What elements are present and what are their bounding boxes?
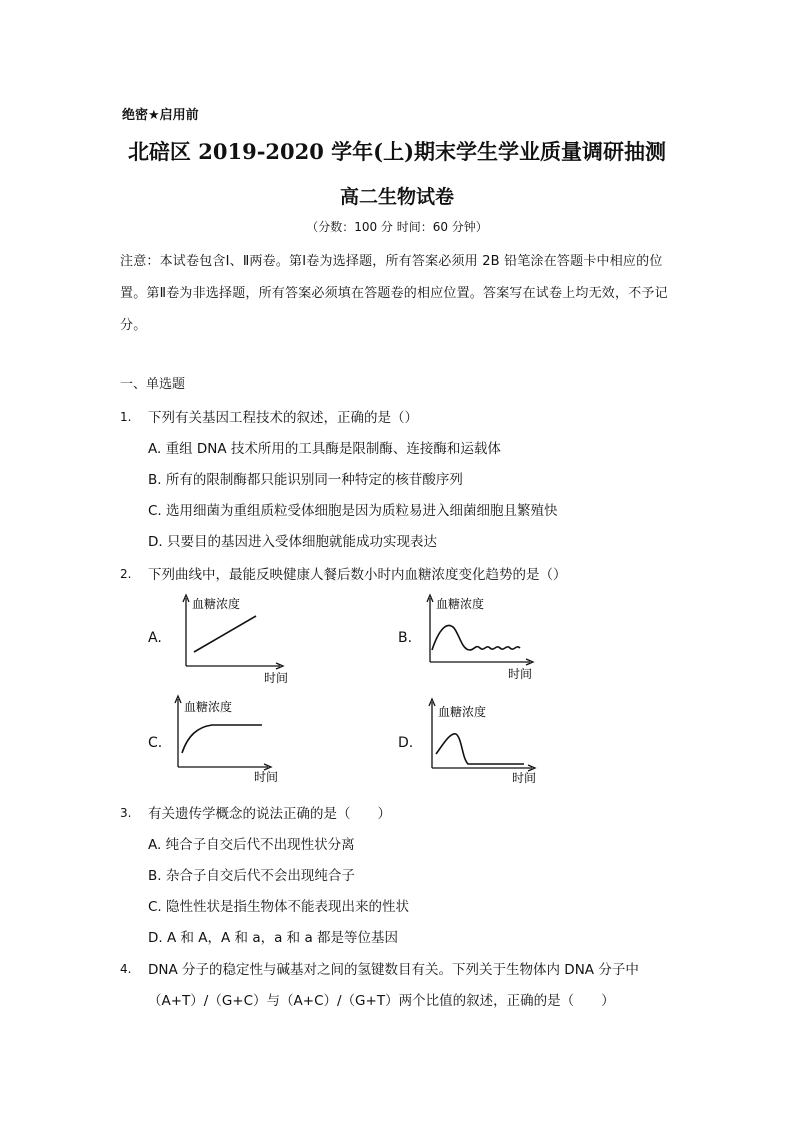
graph-b-x-label: 时间 xyxy=(508,667,533,681)
q3-option-b: B. 杂合子自交后代不会出现纯合子 xyxy=(148,868,355,884)
graph-d-y-label: 血糖浓度 xyxy=(438,705,487,719)
graph-c-x-label: 时间 xyxy=(254,770,278,784)
exam-subtitle: 高二生物试卷 xyxy=(339,186,454,208)
q2-number: 2. xyxy=(120,567,132,581)
q1-number: 1. xyxy=(120,410,132,424)
graph-b-y-label: 血糖浓度 xyxy=(436,597,485,611)
graph-b-label: B. xyxy=(398,630,413,646)
score-time-info: （分数：100 分 时间：60 分钟） xyxy=(306,220,488,234)
exam-notice: 注意：本试卷包含Ⅰ、Ⅱ两卷。第Ⅰ卷为选择题，所有答案必须用 2B 铅笔涂在答题卡中相应的位置。第Ⅱ卷为非选择题，所有答案必须填在答题卷的相应位置。答案写在试卷上均无效，不予记分。 xyxy=(120,254,668,333)
graph-d xyxy=(424,696,542,788)
confidential-label: 绝密★启用前 xyxy=(122,108,199,123)
q2-text: 下列曲线中，最能反映健康人餐后数小时内血糖浓度变化趋势的是（） xyxy=(148,567,567,583)
q1-option-b: B. 所有的限制酶都只能识别同一种特定的核苷酸序列 xyxy=(148,472,463,488)
graph-a-x-label: 时间 xyxy=(264,671,289,684)
graph-d-curve xyxy=(436,734,524,764)
q3-option-c: C. 隐性性状是指生物体不能表现出来的性状 xyxy=(148,899,410,915)
section-title: 一、单选题 xyxy=(120,377,186,392)
q1-option-d: D. 只要目的基因进入受体细胞就能成功实现表达 xyxy=(148,534,437,550)
graph-c-curve xyxy=(182,725,262,753)
q1-text: 下列有关基因工程技术的叙述，正确的是（） xyxy=(148,410,418,426)
graph-b xyxy=(422,592,540,684)
q4-number: 4. xyxy=(120,962,132,976)
exam-title: 北碚区 2019-2020 学年(上)期末学生学业质量调研抽测 xyxy=(127,139,667,164)
graph-b-curve xyxy=(432,625,520,650)
graph-a-curve xyxy=(194,616,256,652)
q1-option-c: C. 选用细菌为重组质粒受体细胞是因为质粒易进入细菌细胞且繁殖快 xyxy=(148,503,558,519)
q3-option-d: D. A 和 A，A 和 a，a 和 a 都是等位基因 xyxy=(148,930,399,946)
q4-text-line2: （A+T）/（G+C）与（A+C）/（G+T）两个比值的叙述，正确的是（ ） xyxy=(148,993,615,1009)
q3-number: 3. xyxy=(120,806,132,820)
q1-option-a: A. 重组 DNA 技术所用的工具酶是限制酶、连接酶和运载体 xyxy=(148,441,501,457)
q4-text-line1: DNA 分子的稳定性与碱基对之间的氢键数目有关。下列关于生物体内 DNA 分子中 xyxy=(148,962,639,978)
graph-c xyxy=(172,693,278,785)
graph-a xyxy=(180,592,290,684)
q3-text: 有关遗传学概念的说法正确的是（ ） xyxy=(148,806,391,822)
graph-c-y-label: 血糖浓度 xyxy=(184,700,233,714)
graph-d-x-label: 时间 xyxy=(512,771,537,785)
graph-a-label: A. xyxy=(148,630,162,646)
graph-a-y-label: 血糖浓度 xyxy=(192,597,241,611)
q3-option-a: A. 纯合子自交后代不出现性状分离 xyxy=(148,837,355,853)
graph-d-label: D. xyxy=(398,735,414,751)
graph-c-label: C. xyxy=(148,735,163,751)
